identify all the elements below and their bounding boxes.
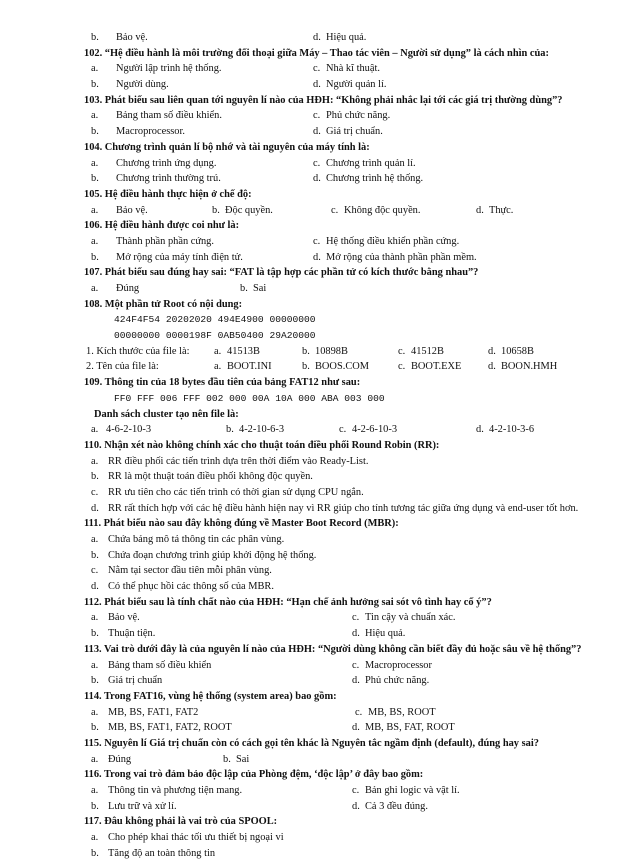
answer-options-row xyxy=(0,501,638,517)
option-text: Cho phép khai thác tối ưu thiết bị ngoại vi xyxy=(108,832,284,844)
answer-options-row xyxy=(0,422,638,438)
option-letter: d. xyxy=(352,722,360,734)
option-letter: d. xyxy=(91,581,99,593)
option-letter: c. xyxy=(313,63,321,75)
option-text: Chứa bảng mô tả thông tin các phân vùng. xyxy=(108,534,285,545)
option-letter: b. xyxy=(91,847,99,859)
option-text: Macroprocessor xyxy=(365,659,432,671)
option-text: Người lập trình hệ thống. xyxy=(116,63,222,75)
option-text: Mở rộng của thành phần phần mềm. xyxy=(326,251,477,263)
option-text: Nhà kĩ thuật. xyxy=(326,63,380,75)
option-text: Chương trình quản lí. xyxy=(326,157,416,169)
option-text: Lưu trữ và xử lí. xyxy=(108,800,177,812)
option-text: RR là một thuật toán điều phối không độc quyền. xyxy=(108,471,313,483)
answer-options-row xyxy=(0,673,638,689)
option-text: Cả 3 đều đúng. xyxy=(365,800,428,812)
option-text: 41512B xyxy=(411,345,444,357)
option-letter: b. xyxy=(91,126,99,138)
option-letter: b. xyxy=(91,471,99,483)
hex-data-line: 424F4F54 20202020 494E4900 00000000 xyxy=(114,314,316,326)
option-text: Nằm tại sector đầu tiên mỗi phân vùng. xyxy=(108,565,272,577)
question-text: 114. Trong FAT16, vùng hệ thống (system area) bao gồm: xyxy=(84,690,337,702)
answer-options-row xyxy=(0,469,638,485)
option-letter: c. xyxy=(331,204,339,216)
option-letter: c. xyxy=(352,612,360,624)
option-text: Thực. xyxy=(489,204,514,216)
answer-options-row xyxy=(0,454,638,470)
option-letter: d. xyxy=(313,173,321,185)
option-text: MB, BS, ROOT xyxy=(368,706,436,718)
option-text: Chương trình ứng dụng. xyxy=(116,157,217,169)
option-letter: a. xyxy=(91,63,99,75)
question-text: 109. Thông tin của 18 bytes đầu tiên của bảng FAT12 như sau: xyxy=(84,377,361,389)
option-letter: c. xyxy=(91,486,99,498)
option-text: Bảng tham số điều khiển xyxy=(108,659,212,671)
option-letter: c. xyxy=(398,345,406,357)
answer-options-row xyxy=(0,720,638,736)
option-text: Giá trị chuẩn xyxy=(108,675,163,687)
option-letter: b. xyxy=(240,283,248,294)
option-text: Bảo vệ. xyxy=(108,612,140,624)
option-letter: b. xyxy=(91,722,99,734)
option-letter: b. xyxy=(212,204,220,216)
option-letter: a. xyxy=(214,361,222,373)
question-text: 103. Phát biểu sau liên quan tới nguyên lí nào của HĐH: “Không phải nhắc lại tới các giá trị thường dùng”? xyxy=(84,94,563,106)
answer-options-row xyxy=(0,250,638,266)
option-text: Không độc quyền. xyxy=(344,204,421,216)
option-text: 4-2-10-6-3 xyxy=(239,424,285,436)
option-text: RR rất thích hợp với các hệ điều hành hiện nay vì RR giúp cho tính tương tác giữa ứng dụng và end-user tốt hơn. xyxy=(108,502,579,514)
option-letter: a. xyxy=(91,235,99,247)
option-text: 4-2-6-10-3 xyxy=(352,424,398,436)
option-letter: b. xyxy=(91,549,99,561)
option-letter: b. xyxy=(91,79,99,91)
answer-options-row xyxy=(0,705,638,721)
answer-options-row xyxy=(0,563,638,579)
option-letter: b. xyxy=(91,32,99,43)
option-letter: c. xyxy=(352,659,360,671)
option-text: Hiệu quả. xyxy=(326,32,367,43)
sub-question-text: Danh sách cluster tạo nên file là: xyxy=(94,408,239,420)
option-letter: c. xyxy=(339,424,347,436)
question-text: 111. Phát biểu nào sau đây không đúng về Master Boot Record (MBR): xyxy=(84,518,399,530)
answer-options-row xyxy=(0,610,638,626)
option-text: BOOT.INI xyxy=(227,361,272,373)
option-letter: d. xyxy=(488,345,496,357)
answer-options-row xyxy=(0,108,638,124)
option-text: Mở rộng của máy tính điện tử. xyxy=(116,251,243,263)
option-letter: b. xyxy=(91,251,99,263)
option-text: Sai xyxy=(236,753,250,765)
document-page xyxy=(0,30,638,861)
question-text: 102. “Hệ điều hành là môi trường đối thoại giữa Máy – Thao tác viên – Người sử dụng” là cách nhìn của: xyxy=(84,47,549,59)
option-letter: a. xyxy=(91,204,99,216)
option-letter: a. xyxy=(91,283,99,294)
option-letter: a. xyxy=(91,455,99,467)
option-letter: c. xyxy=(313,110,321,122)
answer-options-row xyxy=(0,156,638,172)
question-text: 104. Chương trình quản lí bộ nhớ và tài nguyên của máy tính là: xyxy=(84,141,370,153)
option-text: Macroprocessor. xyxy=(116,126,185,138)
option-text: BOOT.EXE xyxy=(411,361,462,373)
option-text: MB, BS, FAT1, FAT2 xyxy=(108,706,199,718)
option-letter: b. xyxy=(91,173,99,185)
option-text: 4-6-2-10-3 xyxy=(106,424,152,436)
answer-options-row xyxy=(0,532,638,548)
option-text: 4-2-10-3-6 xyxy=(489,424,535,436)
option-letter: d. xyxy=(476,204,484,216)
option-letter: c. xyxy=(398,361,406,373)
option-text: 1. Kích thước của file là: xyxy=(86,345,190,357)
option-letter: b. xyxy=(223,753,231,765)
option-letter: b. xyxy=(226,424,234,436)
option-letter: a. xyxy=(91,753,99,765)
option-text: BOON.HMH xyxy=(501,361,558,373)
option-text: Phủ chức năng. xyxy=(326,110,391,122)
question-text: 107. Phát biểu sau đúng hay sai: “FAT là tập hợp các phần tử có kích thước bằng nhau”? xyxy=(84,267,479,279)
option-text: BOOS.COM xyxy=(315,361,369,373)
option-letter: d. xyxy=(352,675,360,687)
option-text: 2. Tên của file là: xyxy=(86,361,159,373)
option-text: MB, BS, FAT1, FAT2, ROOT xyxy=(108,722,232,734)
option-text: 41513B xyxy=(227,345,260,357)
option-text: Đúng xyxy=(116,283,140,294)
option-letter: c. xyxy=(355,706,363,718)
option-text: Tin cậy và chuẩn xác. xyxy=(365,612,456,624)
question-text: 106. Hệ điều hành được coi như là: xyxy=(84,220,240,232)
option-letter: b. xyxy=(91,800,99,812)
option-text: Thông tin và phương tiện mang. xyxy=(108,785,243,796)
option-text: Chứa đoạn chương trình giúp khởi động hệ thống. xyxy=(108,549,317,561)
option-letter: a. xyxy=(91,110,99,122)
answer-options-row xyxy=(0,752,638,768)
option-text: Phủ chức năng. xyxy=(365,675,430,687)
question-text: 110. Nhận xét nào không chính xác cho thuật toán điều phối Round Robin (RR): xyxy=(84,439,440,451)
answer-options-row xyxy=(0,799,638,815)
option-letter: a. xyxy=(91,706,99,718)
option-letter: b. xyxy=(91,675,99,687)
option-text: Hiệu quả. xyxy=(365,628,406,640)
option-text: RR ưu tiên cho các tiến trình có thời gian sử dụng CPU ngắn. xyxy=(108,486,364,498)
option-letter: d. xyxy=(91,502,99,514)
option-letter: a. xyxy=(91,612,99,624)
option-letter: a. xyxy=(214,345,222,357)
option-text: Người quản lí. xyxy=(326,79,387,91)
option-text: Hệ thống điều khiển phần cứng. xyxy=(326,235,460,247)
option-text: Người dùng. xyxy=(116,79,169,91)
option-text: 10658B xyxy=(501,345,534,357)
option-text: Bảng tham số điều khiển. xyxy=(116,110,222,122)
option-letter: d. xyxy=(352,800,360,812)
option-text: Thuận tiện. xyxy=(108,628,156,640)
answer-options-row xyxy=(0,658,638,674)
option-text: Chương trình hệ thống. xyxy=(326,173,424,185)
question-text: 117. Đâu không phải là vai trò của SPOOL: xyxy=(84,816,278,828)
answer-options-row xyxy=(0,171,638,187)
question-text: 112. Phát biểu sau là tính chất nào của HĐH: “Hạn chế ảnh hưởng sai sót vô tình hay cố ý”? xyxy=(84,596,492,608)
option-letter: b. xyxy=(302,345,310,357)
answer-options-row xyxy=(0,124,638,140)
option-letter: a. xyxy=(91,659,99,671)
option-text: Bản ghi logic và vật lí. xyxy=(365,785,460,796)
option-letter: d. xyxy=(488,361,496,373)
option-text: Bảo vệ. xyxy=(116,32,148,43)
option-letter: a. xyxy=(91,534,99,545)
answer-options-row xyxy=(0,830,638,846)
option-text: Tăng độ an toàn thông tin xyxy=(108,847,216,859)
option-letter: a. xyxy=(91,157,99,169)
option-text: Đúng xyxy=(108,753,132,765)
option-letter: a. xyxy=(91,424,99,436)
option-text: MB, BS, FAT, ROOT xyxy=(365,722,455,734)
answer-options-row xyxy=(0,30,638,46)
answer-options-row xyxy=(0,626,638,642)
option-letter: d. xyxy=(476,424,484,436)
option-letter: c. xyxy=(313,157,321,169)
option-text: 10898B xyxy=(315,345,348,357)
answer-options-row xyxy=(0,579,638,595)
answer-options-row xyxy=(0,344,638,360)
option-text: Giá trị chuẩn. xyxy=(326,126,383,138)
answer-options-row xyxy=(0,203,638,219)
answer-options-row xyxy=(0,77,638,93)
option-letter: c. xyxy=(91,565,99,577)
answer-options-row xyxy=(0,281,638,297)
option-text: Bảo vệ. xyxy=(116,204,148,216)
option-text: RR điều phối các tiến trình dựa trên thời điểm vào Ready-List. xyxy=(108,455,369,467)
answer-options-row xyxy=(0,548,638,564)
question-text: 105. Hệ điều hành thực hiện ở chế độ: xyxy=(84,188,252,200)
question-text: 113. Vai trò dưới đây là của nguyên lí nào của HĐH: “Người dùng không cần biết đầy đủ hoặc sâu về hệ thống”? xyxy=(84,643,582,655)
option-letter: a. xyxy=(91,785,99,796)
answer-options-row xyxy=(0,234,638,250)
option-letter: d. xyxy=(313,126,321,138)
option-text: Độc quyền. xyxy=(225,204,273,216)
option-letter: c. xyxy=(352,785,360,796)
hex-data-line: 00000000 0000198F 0AB50400 29A20000 xyxy=(114,330,316,342)
question-text: 108. Một phần tử Root có nội dung: xyxy=(84,298,243,310)
option-text: Sai xyxy=(253,283,267,294)
option-letter: a. xyxy=(91,832,99,844)
hex-data-line: FF0 FFF 006 FFF 002 000 00A 10A 000 ABA 003 000 xyxy=(114,392,385,404)
answer-options-row xyxy=(0,485,638,501)
option-text: Chương trình thường trú. xyxy=(116,173,221,185)
answer-options-row xyxy=(0,783,638,799)
question-text: 115. Nguyên lí Giá trị chuẩn còn có cách gọi tên khác là Nguyên tắc ngầm định (default), đúng hay sai? xyxy=(84,737,539,749)
option-letter: d. xyxy=(313,251,321,263)
option-text: Thành phần phần cứng. xyxy=(116,235,214,247)
answer-options-row xyxy=(0,359,638,375)
answer-options-row xyxy=(0,61,638,77)
option-text: Có thể phục hồi các thông số của MBR. xyxy=(108,581,274,593)
question-text: 116. Trong vai trò đảm bảo độc lập của Phòng đệm, ‘độc lập’ ở đây bao gồm: xyxy=(84,769,424,781)
answer-options-row xyxy=(0,846,638,861)
option-letter: c. xyxy=(313,235,321,247)
option-letter: b. xyxy=(91,628,99,640)
option-letter: d. xyxy=(313,32,321,43)
option-letter: d. xyxy=(313,79,321,91)
option-letter: d. xyxy=(352,628,360,640)
option-letter: b. xyxy=(302,361,310,373)
